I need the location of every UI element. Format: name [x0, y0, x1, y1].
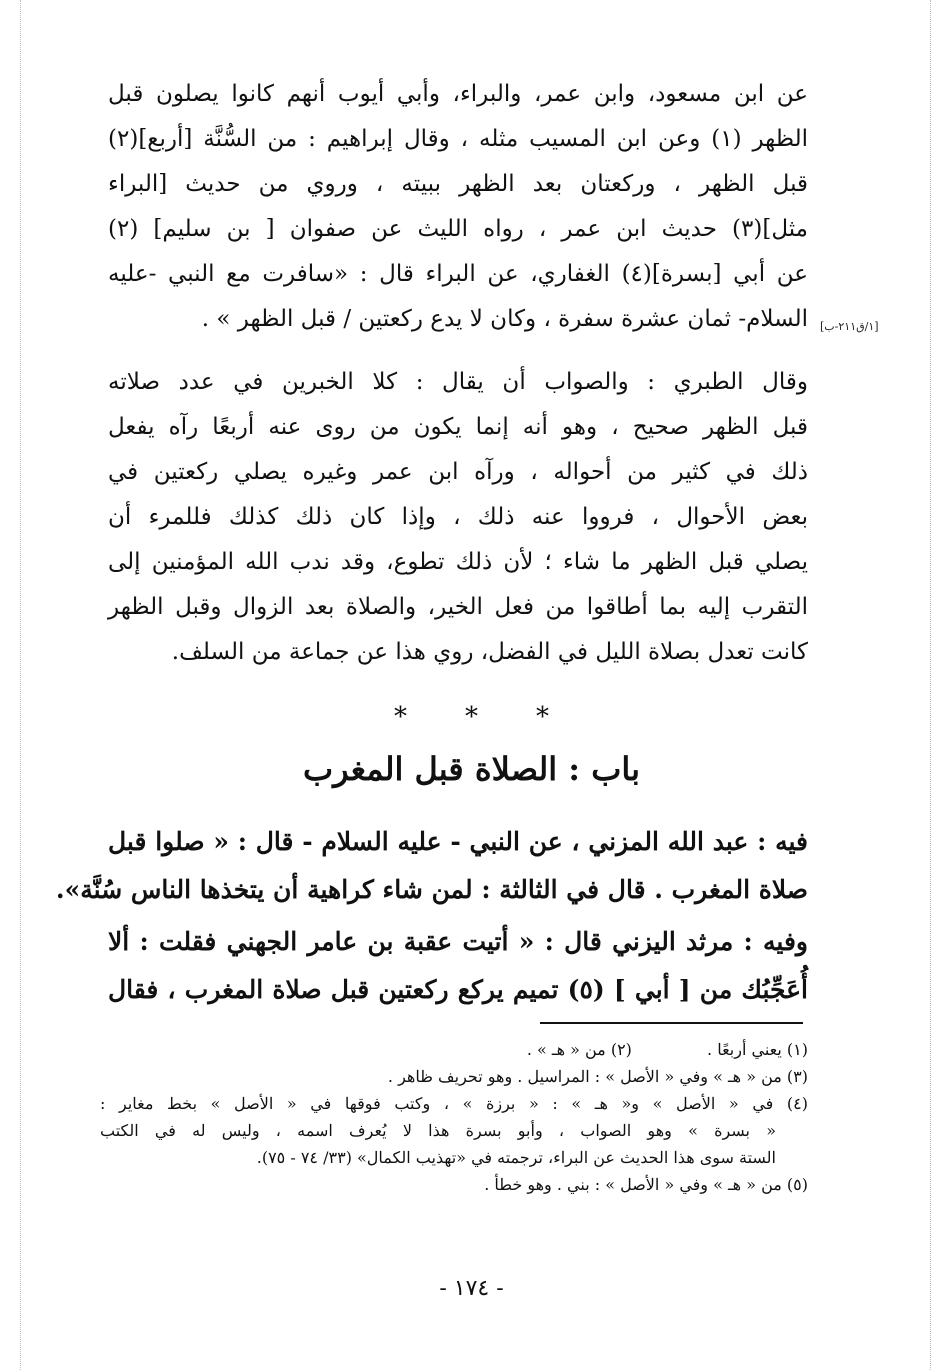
text-line: وفيه : مرثد اليزني قال : « أتيت عقبة بن عامر الجهني فقلت : ألا — [108, 927, 808, 956]
paragraph-hadith-before-dhuhr — [108, 72, 808, 362]
text-line: وقال الطبري : والصواب أن يقال : كلا الخبرين في عدد صلاته — [108, 369, 808, 395]
text-line: الظهر (١) وعن ابن المسيب مثله ، وقال إبراهيم : من السُّنَّة [أربع](٢) — [108, 126, 809, 152]
text-line: كانت تعدل بصلاة الليل في الفضل، روي هذا عن جماعة من السلف. — [171, 639, 808, 665]
text-line: قبل الظهر صحيح ، وهو أنه إنما يكون من روى عنه أربعًا رآه يفعل — [108, 414, 808, 440]
footnote-3: (٣) من « هـ » وفي « الأصل » : المراسيل . وهو تحريف ظاهر . — [387, 1067, 808, 1086]
text-line: عن ابن مسعود، وابن عمر، والبراء، وأبي أيوب أنهم كانوا يصلون قبل — [108, 81, 808, 107]
footnote-divider — [540, 1022, 803, 1024]
footnote-5: (٥) من « هـ » وفي « الأصل » : بني . وهو خطأ . — [484, 1175, 808, 1194]
hadith-abdullah-muzani — [55, 818, 808, 914]
footnote-row — [100, 1036, 808, 1063]
text-line: مثل](٣) حديث ابن عمر ، رواه الليث عن صفوان [ بن سليم] (٢) — [108, 216, 808, 242]
footnote-1: (١) يعني أربعًا . — [707, 1040, 808, 1059]
text-line: يصلي قبل الظهر ما شاء ؛ لأن ذلك تطوع، وقد ندب الله المؤمنين إلى — [108, 549, 808, 575]
paragraph-tabari-commentary — [108, 360, 808, 710]
text-line: ذلك في كثير من أحواله ، ورآه ابن عمر وغيره يصلي ركعتين في — [108, 459, 808, 485]
footnote-2: (٢) من « هـ » . — [526, 1040, 632, 1059]
text-line: قبل الظهر ، وركعتان بعد الظهر ببيته ، وروي من حديث [البراء — [108, 171, 808, 197]
footnote-4-line: « بسرة » وهو الصواب ، وأبو بسرة هذا لا يُعرف اسمه ، وليس له في الكتب — [100, 1121, 776, 1140]
footnote-4-line: (٤) في « الأصل » و« هـ » : « برزة » ، وكتب فوقها في « الأصل » بخط مغاير : — [100, 1094, 809, 1113]
manuscript-folio-note: [١/ق٢١١-ب] — [820, 320, 879, 333]
chapter-title: باب : الصلاة قبل المغرب — [303, 750, 640, 788]
text-line: فيه : عبد الله المزني ، عن النبي - عليه السلام - قال : « صلوا قبل — [108, 827, 808, 856]
text-line: التقرب إليه بما أطاقوا من فعل الخير، والصلاة بعد الزوال وقبل الظهر — [108, 594, 808, 620]
text-line: أُعَجِّبُك من [ أبي ] (٥) تميم يركع ركعتين قبل صلاة المغرب ، فقال — [108, 975, 808, 1004]
text-line: عن أبي [بسرة](٤) الغفاري، عن البراء قال : «سافرت مع النبي -عليه — [108, 261, 808, 287]
footnotes — [100, 1036, 808, 1198]
hadith-marthad-yazani — [108, 918, 808, 1014]
text-line: السلام- ثمان عشرة سفرة ، وكان لا يدع ركعتين / قبل الظهر » . — [201, 306, 808, 332]
page-number: - ١٧٤ - — [439, 1276, 504, 1301]
footnote-4-line: الستة سوى هذا الحديث عن البراء، ترجمته في «تهذيب الكمال» (٣٣/ ٧٤ - ٧٥). — [256, 1148, 776, 1167]
text-line: صلاة المغرب . قال في الثالثة : لمن شاء كراهية أن يتخذها الناس سُنَّة». — [55, 875, 808, 904]
text-line: بعض الأحوال ، فرووا عنه ذلك ، وإذا كان ذلك كذلك فللمرء أن — [108, 504, 808, 530]
section-separator: *** — [394, 702, 607, 732]
